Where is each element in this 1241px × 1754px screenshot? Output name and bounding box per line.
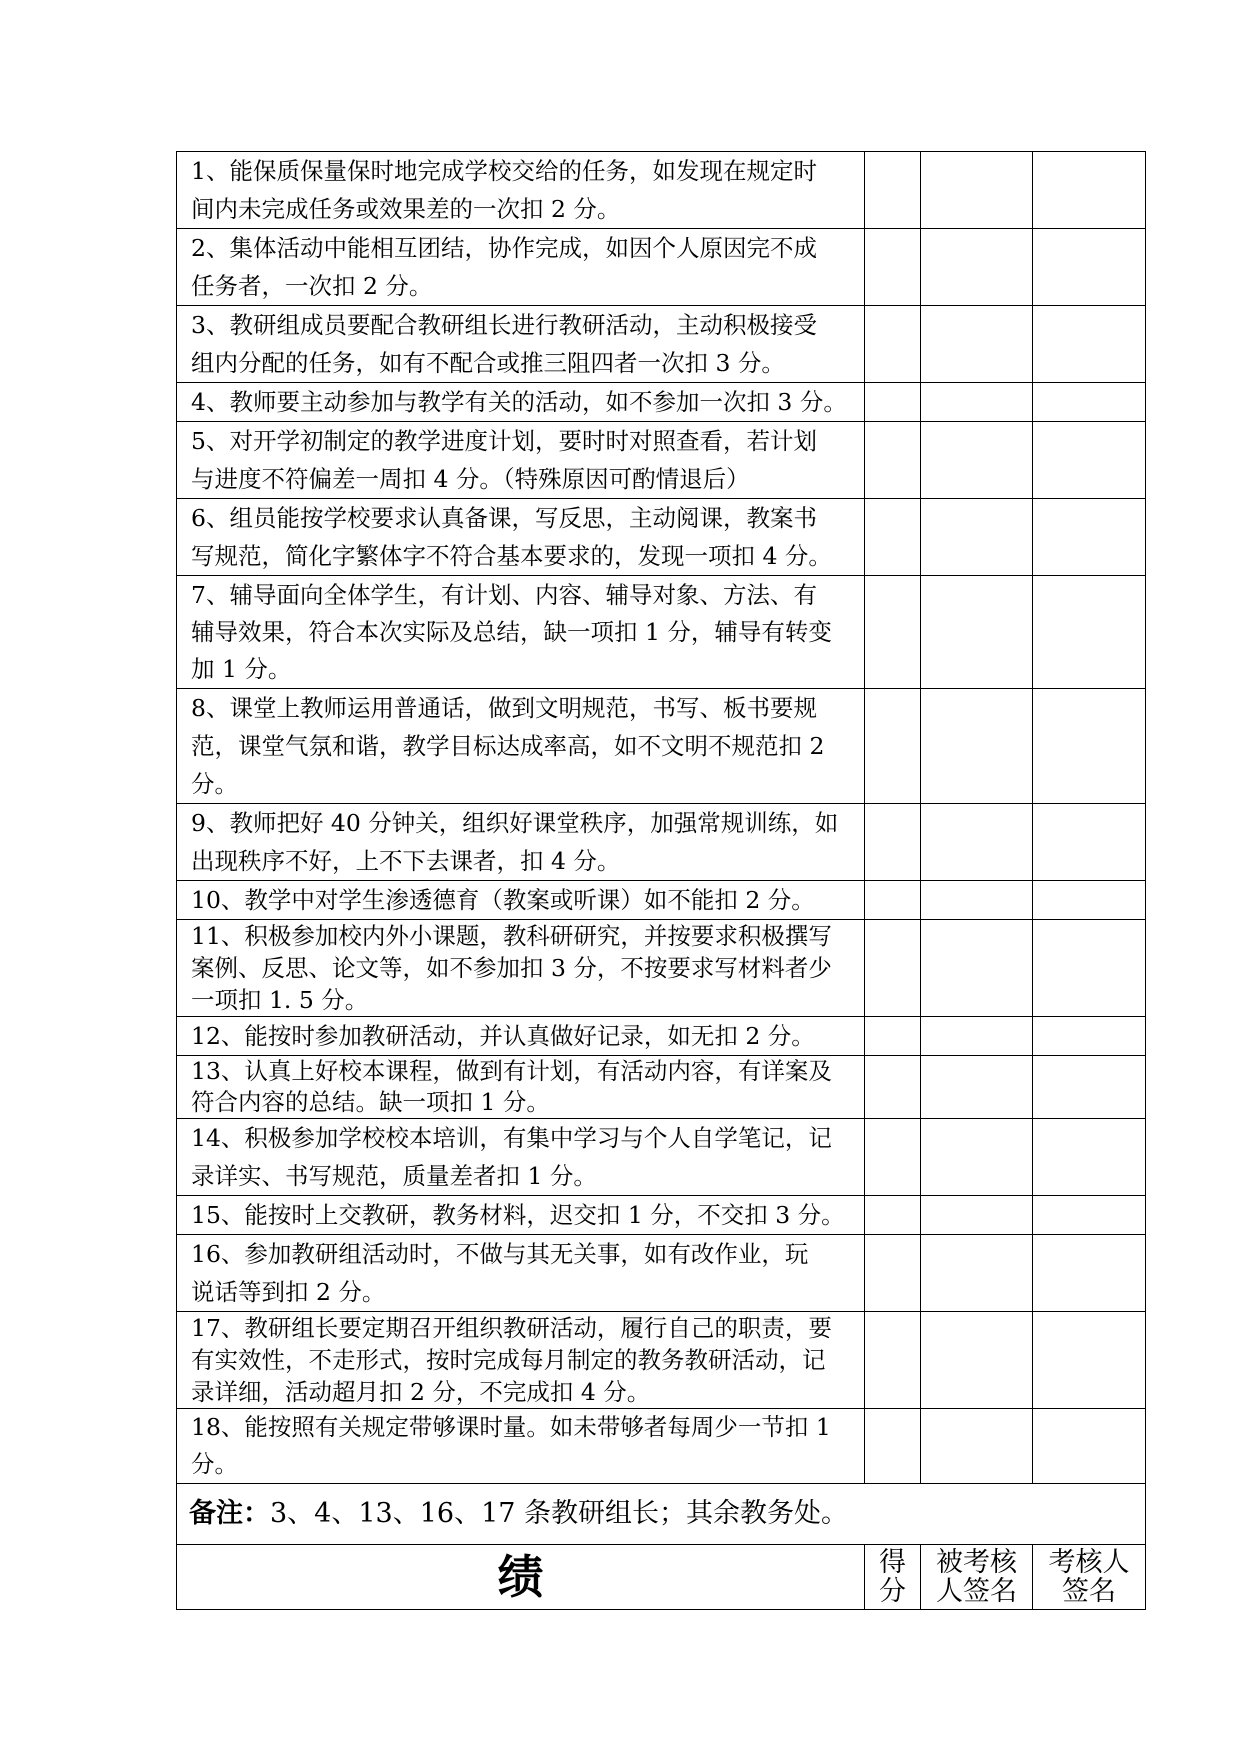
rule-text-line: 辅导效果，符合本次实际及总结，缺一项扣 1 分，辅导有转变 [191,617,832,646]
score-cell [865,306,921,383]
assessee-signature-cell [921,689,1033,804]
rule-text [177,1312,865,1409]
rule-text [177,804,865,881]
score-cell [865,881,921,920]
rule-text [177,499,865,576]
assessee-signature-cell [921,1312,1033,1409]
score-cell [865,422,921,499]
rule-text [177,306,865,383]
rule-text-line: 间内未完成任务或效果差的一次扣 2 分。 [191,195,621,223]
rule-text [177,1196,865,1235]
assessor-signature-cell [1033,1119,1146,1196]
rule-text-line: 15、能按时上交教研，教务材料，迟交扣 1 分，不交扣 3 分。 [191,1201,845,1229]
assessor-signature-cell [1033,152,1146,229]
assessee-signature-cell [921,804,1033,881]
rule-row [177,306,1146,383]
rule-row [177,804,1146,881]
rule-text-line: 出现秩序不好，上不下去课者，扣 4 分。 [191,847,621,875]
rule-text [177,1235,865,1312]
assessor-signature-cell [1033,689,1146,804]
footer-row [177,1545,1146,1610]
rule-text [177,576,865,689]
rule-text-line: 加 1 分。 [191,654,292,683]
rule-text-line: 5、对开学初制定的教学进度计划，要时时对照查看，若计划 [191,427,817,455]
score-cell [865,689,921,804]
rules-body [177,152,1146,1610]
assessor-signature-cell [1033,1235,1146,1312]
rule-text-line: 范，课堂气氛和谐，教学目标达成率高，如不文明不规范扣 2 [191,732,825,760]
assessor-signature-cell [1033,1056,1146,1119]
rule-text-line: 符合内容的总结。缺一项扣 1 分。 [191,1088,550,1116]
score-cell [865,499,921,576]
rule-text [177,881,865,920]
rule-text-line: 说话等到扣 2 分。 [191,1278,386,1306]
rule-text-line: 3、教研组成员要配合教研组长进行教研活动，主动积极接受 [191,311,817,339]
assessment-table [176,151,1146,1610]
note-cell [177,1484,1146,1545]
rule-text-line: 写规范，简化字繁体字不符合基本要求的，发现一项扣 4 分。 [191,542,832,570]
rule-text [177,229,865,306]
assessee-signature-cell [921,422,1033,499]
rule-text-line: 录详实、书写规范，质量差者扣 1 分。 [191,1162,597,1190]
assessor-signature-cell [1033,383,1146,422]
assessor-signature-cell [1033,920,1146,1017]
assessee-signature-cell [921,576,1033,689]
grade-title [177,1545,865,1610]
assessee-signature-cell [921,1017,1033,1056]
score-cell [865,1312,921,1409]
rule-text [177,383,865,422]
rule-text-line: 案例、反思、论文等，如不参加扣 3 分，不按要求写材料者少 [191,954,832,982]
rule-text [177,152,865,229]
score-cell [865,1409,921,1484]
assessor-signature-cell [1033,881,1146,920]
rule-row [177,576,1146,689]
rule-row [177,1235,1146,1312]
assessee-signature-cell [921,1196,1033,1235]
rule-text-line: 2、集体活动中能相互团结，协作完成，如因个人原因完不成 [191,234,817,262]
assessor-signature-cell [1033,1196,1146,1235]
assessor-signature-cell [1033,499,1146,576]
assessee-signature-cell [921,1119,1033,1196]
assessor-signature-cell [1033,1017,1146,1056]
rule-text-line: 17、教研组长要定期召开组织教研活动，履行自己的职责，要 [191,1314,832,1342]
rule-text-line: 18、能按照有关规定带够课时量。如未带够者每周少一节扣 1 [191,1413,831,1441]
assessor-signature-cell [1033,576,1146,689]
assessor-signature-header [1033,1545,1146,1610]
score-header [865,1545,921,1610]
score-label: 得分 [879,1547,906,1607]
rule-text-line: 录详细，活动超月扣 2 分，不完成扣 4 分。 [191,1378,651,1406]
rule-text-line: 一项扣 1. 5 分。 [191,986,369,1014]
score-cell [865,1017,921,1056]
assessor-signature-cell [1033,1312,1146,1409]
score-cell [865,576,921,689]
assessor-signature-cell [1033,229,1146,306]
rule-text-line: 任务者，一次扣 2 分。 [191,272,433,300]
note-text: 3、4、13、16、17 条教研组长；其余教务处。 [270,1498,849,1529]
score-cell [865,152,921,229]
assessee-signature-cell [921,499,1033,576]
rule-text [177,1017,865,1056]
assessee-signature-cell [921,152,1033,229]
rule-row [177,689,1146,804]
assessor-signature-cell [1033,306,1146,383]
rule-text-line: 6、组员能按学校要求认真备课，写反思，主动阅课，教案书 [191,504,817,532]
rule-text-line: 7、辅导面向全体学生，有计划、内容、辅导对象、方法、有 [191,580,817,609]
score-cell [865,1235,921,1312]
score-cell [865,383,921,422]
assessee-signature-cell [921,1235,1033,1312]
assessee-signature-cell [921,920,1033,1017]
score-cell [865,920,921,1017]
rule-row [177,229,1146,306]
assessor-signature-cell [1033,804,1146,881]
rule-text-line: 分。 [191,770,238,798]
assessor-signature-cell [1033,1409,1146,1484]
rule-text-line: 12、能按时参加教研活动，并认真做好记录，如无扣 2 分。 [191,1022,815,1050]
rule-text-line: 8、课堂上教师运用普通话，做到文明规范，书写、板书要规 [191,694,817,722]
assessee-signature-cell [921,306,1033,383]
rule-row [177,152,1146,229]
assessor-signature-cell [1033,422,1146,499]
rule-text [177,1119,865,1196]
assessee-signature-cell [921,229,1033,306]
rule-text-line: 与进度不符偏差一周扣 4 分。（特殊原因可酌情退后） [191,465,750,493]
rule-text-line: 分。 [191,1450,238,1478]
rule-text-line: 10、教学中对学生渗透德育（教案或听课）如不能扣 2 分。 [191,886,815,914]
rule-row [177,499,1146,576]
assessee-signature-cell [921,1056,1033,1119]
assessor-signature-label: 考核人签名 [1048,1547,1130,1607]
rule-row [177,881,1146,920]
rule-row [177,383,1146,422]
rule-text-line: 13、认真上好校本课程，做到有计划，有活动内容，有详案及 [191,1057,832,1085]
rule-text [177,689,865,804]
rule-text-line: 有实效性，不走形式，按时完成每月制定的教务教研活动，记 [191,1346,826,1374]
rule-row [177,1056,1146,1119]
rule-text [177,1409,865,1484]
rule-text-line: 14、积极参加学校校本培训，有集中学习与个人自学笔记，记 [191,1124,832,1152]
score-cell [865,1056,921,1119]
rule-text [177,422,865,499]
rule-row [177,1409,1146,1484]
rule-row [177,1196,1146,1235]
rule-text-line: 1、能保质保量保时地完成学校交给的任务，如发现在规定时 [191,157,817,185]
score-cell [865,804,921,881]
score-cell [865,1196,921,1235]
rule-text-line: 11、积极参加校内外小课题，教科研研究，并按要求积极撰写 [191,922,832,950]
rule-text-line: 组内分配的任务，如有不配合或推三阻四者一次扣 3 分。 [191,349,785,377]
rule-text-line: 16、参加教研组活动时，不做与其无关事，如有改作业，玩 [191,1240,809,1268]
assessee-signature-label: 被考核人签名 [936,1547,1017,1607]
rule-text [177,1056,865,1119]
assessee-signature-cell [921,1409,1033,1484]
score-cell [865,1119,921,1196]
rule-row [177,1017,1146,1056]
rule-row [177,1119,1146,1196]
score-cell [865,229,921,306]
assessee-signature-cell [921,383,1033,422]
assessee-signature-header [921,1545,1033,1610]
rule-row [177,422,1146,499]
rule-text-line: 4、教师要主动参加与教学有关的活动，如不参加一次扣 3 分。 [191,388,847,416]
grade-title-text: 绩 [497,1550,544,1604]
rule-row [177,920,1146,1017]
rule-text-line: 9、教师把好 40 分钟关，组织好课堂秩序，加强常规训练，如 [191,809,839,837]
assessee-signature-cell [921,881,1033,920]
note-row [177,1484,1146,1545]
note-label: 备注： [189,1498,270,1529]
rule-text [177,920,865,1017]
rule-row [177,1312,1146,1409]
